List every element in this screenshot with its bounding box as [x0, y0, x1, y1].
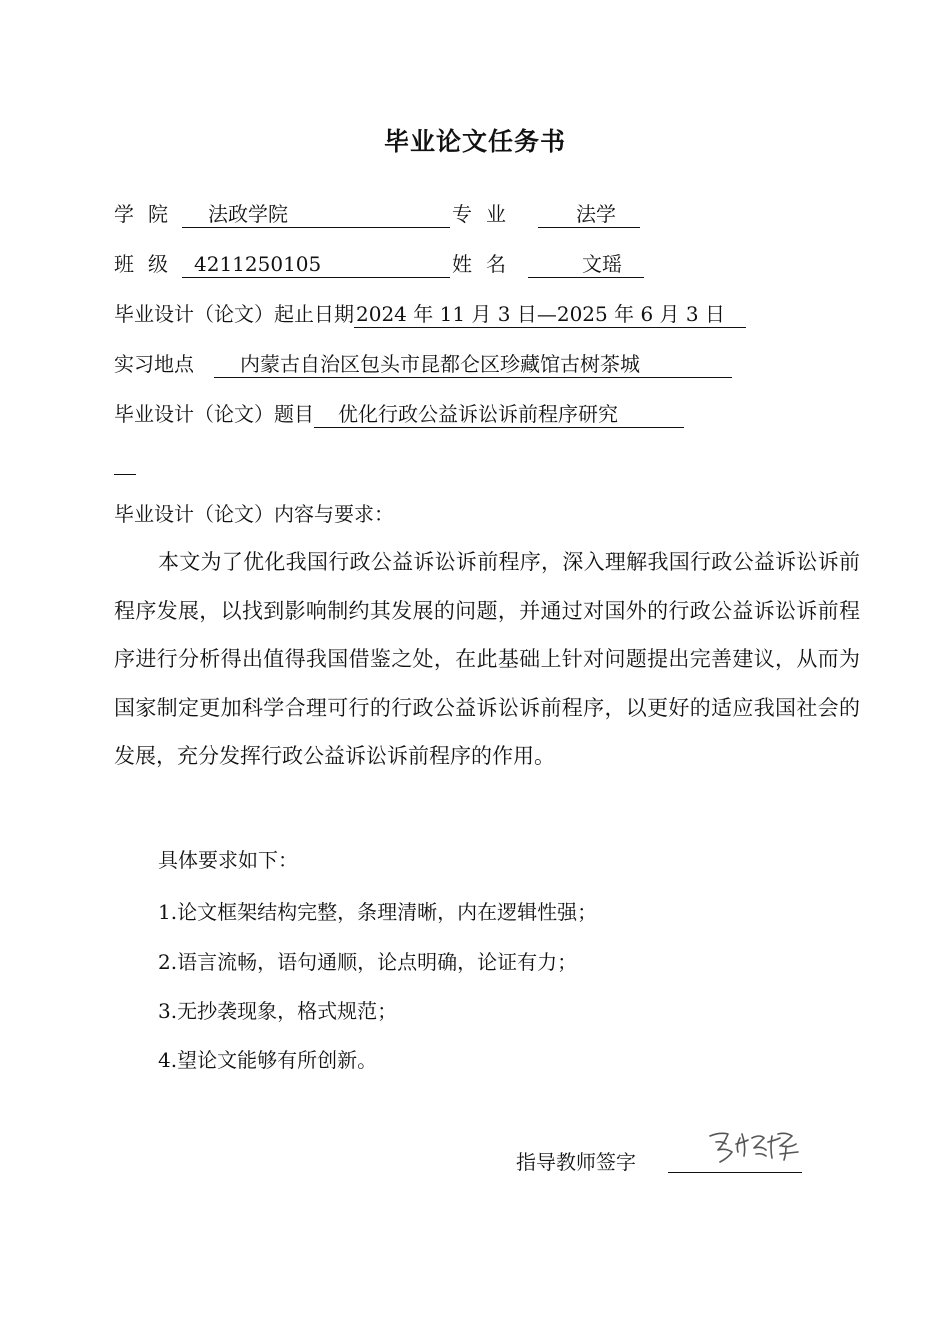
period-value: 2024 年 11 月 3 日—2025 年 6 月 3 日: [354, 302, 746, 328]
period-label: 毕业设计（论文）起止日期: [114, 302, 354, 326]
topic-row: [114, 400, 684, 428]
document-title: 毕业论文任务书: [383, 127, 566, 156]
major-label: 专业: [452, 202, 520, 226]
requirement-item: 1.论文框架结构完整，条理清晰，内在逻辑性强；: [158, 900, 598, 924]
class-label: 班级: [114, 252, 182, 276]
major-value: 法学: [538, 202, 640, 228]
underline-continuation: [114, 474, 136, 475]
requirement-item: 3.无抄袭现象，格式规范；: [158, 999, 398, 1023]
supervisor-signature-label: 指导教师签字: [516, 1150, 636, 1174]
location-label: 实习地点: [114, 352, 194, 376]
name-value: 文瑶: [528, 252, 644, 278]
location-value: 内蒙古自治区包头市昆都仑区珍藏馆古树茶城: [214, 352, 732, 378]
requirement-item: 2.语言流畅，语句通顺，论点明确，论证有力；: [158, 950, 578, 974]
college-label: 学院: [114, 202, 182, 226]
location-row: [114, 350, 732, 378]
class-name-row: [114, 250, 644, 278]
signature-line: [668, 1172, 802, 1173]
name-label: 姓名: [452, 252, 520, 276]
content-paragraph: 本文为了优化我国行政公益诉讼诉前程序，深入理解我国行政公益诉讼诉前程序发展，以找到影响制约其发展的问题，并通过对国外的行政公益诉讼诉前程序进行分析得出值得我国借鉴之处，在此基础上针对问题提出完善建议，从而为国家制定更加科学合理可行的行政公益诉讼诉前程序，以更好的适应我国社会的发展，充分发挥行政公益诉讼诉前程序的作用。: [114, 550, 860, 768]
class-value: 4211250105: [182, 252, 450, 278]
college-value: 法政学院: [182, 202, 450, 228]
topic-value: 优化行政公益诉讼诉前程序研究: [314, 402, 684, 428]
requirements-heading: 具体要求如下：: [158, 848, 298, 872]
content-heading: 毕业设计（论文）内容与要求：: [114, 502, 394, 526]
topic-label: 毕业设计（论文）题目: [114, 402, 314, 426]
period-row: [114, 300, 746, 328]
college-major-row: [114, 200, 640, 228]
requirement-item: 4.望论文能够有所创新。: [158, 1048, 378, 1072]
handwritten-signature: [706, 1126, 802, 1166]
